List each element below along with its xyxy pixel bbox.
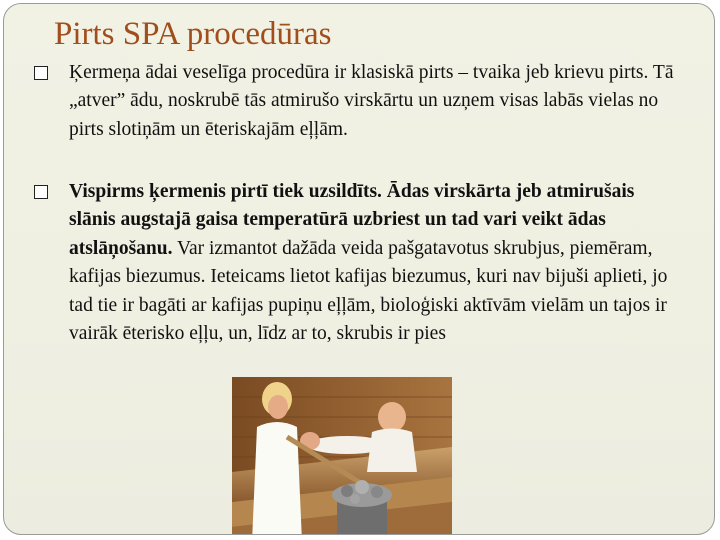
bullet-bold-text: Vispirms ķermenis pirtī tiek uzsildīts. Ādas virskārta jeb atmirušais slānis augstajā gaisa temperatūrā uzbriest un tad vari veikt ādas atslāņošanu.: [69, 181, 635, 259]
checkbox-bullet-icon: [34, 185, 48, 199]
sauna-photo: [232, 377, 452, 535]
bullet-item-1: [34, 59, 684, 144]
bullet-item-2: [34, 178, 684, 348]
slide-title: Pirts SPA procedūras: [54, 16, 332, 52]
bullet-text: Ķermeņa ādai veselīga procedūra ir klasiskā pirts – tvaika jeb krievu pirts. Tā „atver” ādu, noskrubē tās atmirušo virskārtu un uzņem visas labās vielas no pirts slotiņām un ēteriskajām eļļām.: [69, 62, 674, 140]
checkbox-bullet-icon: [34, 66, 48, 80]
sauna-illustration: [232, 377, 452, 535]
bullet-text: [69, 178, 684, 348]
bullet-regular-text: Var izmantot dažāda veida pašgatavotus skrubjus, piemēram, kafijas biezumus. Ieteicams lietot kafijas biezumus, kuri nav bijuši aplieti, jo tad tie ir bagāti ar kafijas pupiņu eļļām, bioloģiski aktīvām vielām un tajos ir vairāk ēterisko eļļu, un, līdz ar to, skrubis ir pies: [69, 237, 668, 345]
slide: [3, 3, 715, 535]
